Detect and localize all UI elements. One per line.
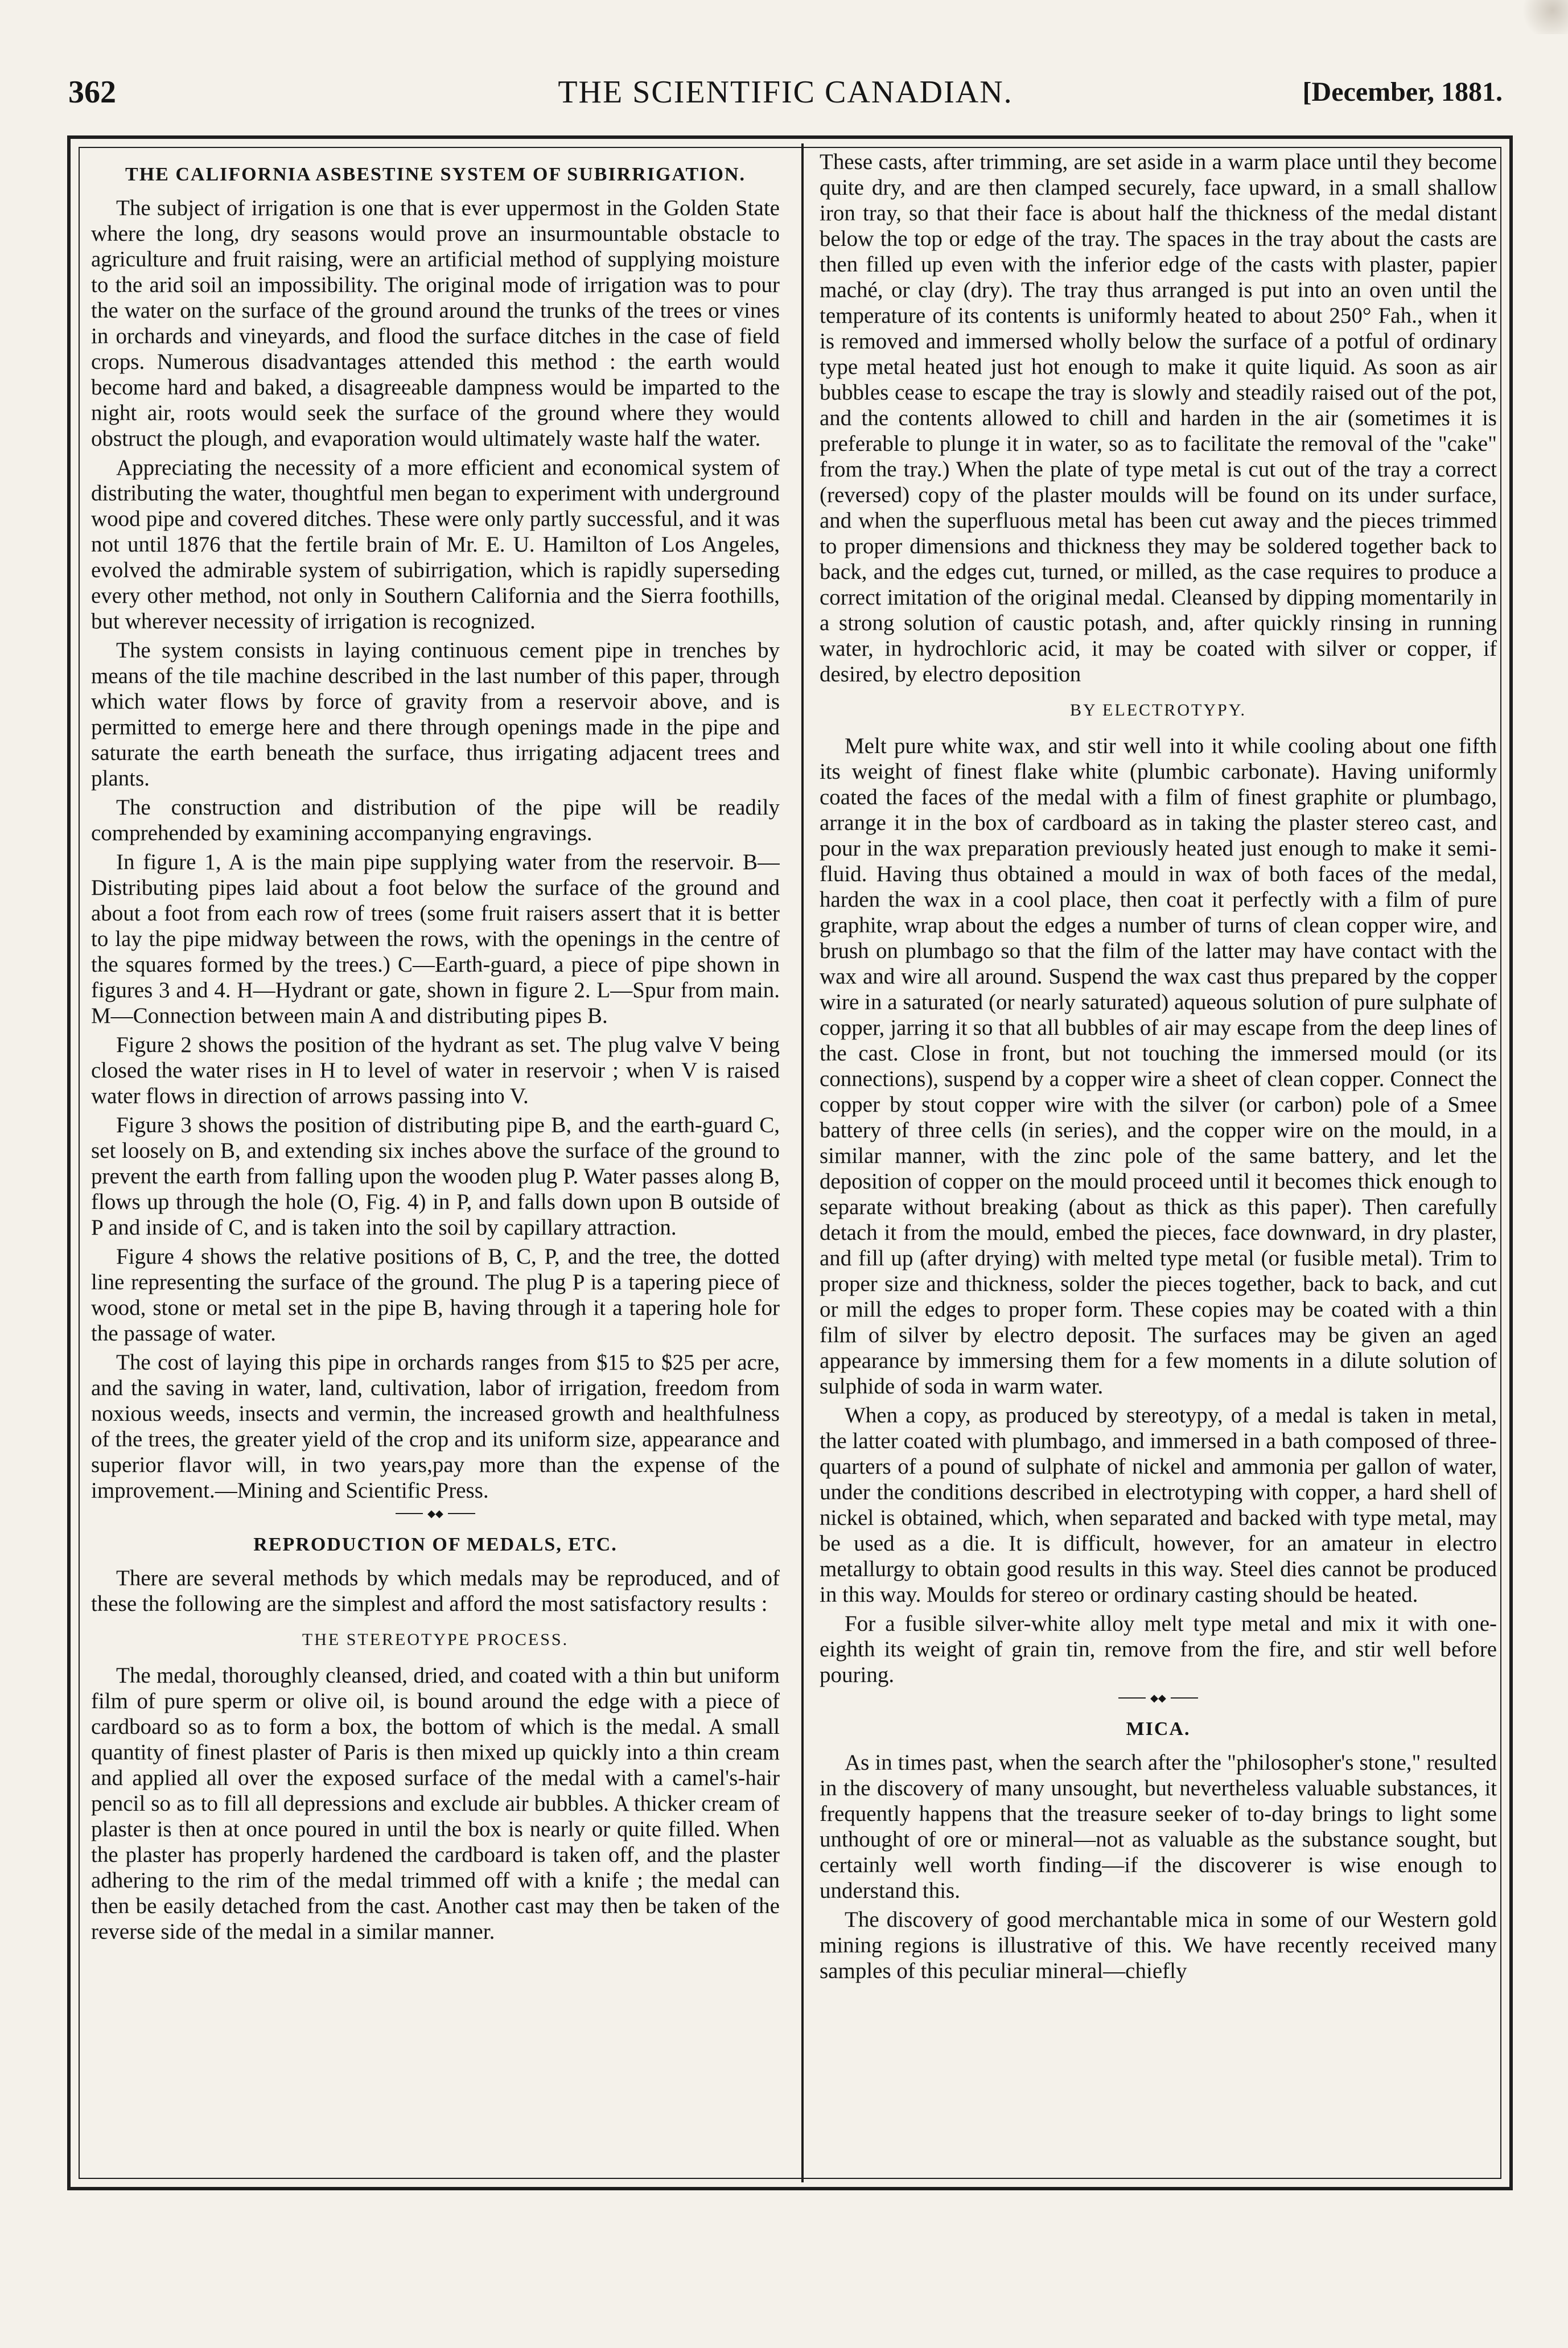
article-title-subirrigation: THE CALIFORNIA ASBESTINE SYSTEM OF SUBIRRIGATION.	[125, 164, 746, 185]
left-column	[91, 149, 780, 2181]
subhead-stereotype: THE STEREOTYPE PROCESS.	[302, 1630, 569, 1649]
paragraph: Appreciating the necessity of a more efficient and economical system of distributing the water, thoughtful men began to experiment with underground wood pipe and covered ditches. These were only partly successful, and it was not until 1876 that the fertile brain of Mr. E. U. Hamilton of Los Angeles, evolved the admirable system of subirrigation, which is rapidly superseding every other method, not only in Southern California and the Sierra foothills, but wherever necessity of irrigation is recognized.	[91, 455, 780, 634]
paragraph: The system consists in laying continuous cement pipe in trenches by means of the tile machine described in the last number of this paper, through which water flows by force of gravity from a reservoir above, and is permitted to emerge here and there through openings made in the pipe and saturate the earth beneath the surface, thus irrigating adjacent trees and plants.	[91, 638, 780, 791]
paragraph: In figure 1, A is the main pipe supplying water from the reservoir. B—Distributing pipes laid about a foot below the surface of the ground and about a foot from each row of trees (some fruit raisers assert that it is better to lay the pipe midway between the rows, with the openings in the centre of the squares formed by the trees.) C—Earth-guard, a piece of pipe shown in figures 3 and 4. H—Hydrant or gate, shown in figure 2. L—Spur from main. M—Connection between main A and distributing pipes B.	[91, 850, 780, 1028]
subhead-electrotypy: BY ELECTROTYPY.	[1069, 701, 1247, 719]
paragraph: These casts, after trimming, are set aside in a warm place until they become quite dry, and are then clamped securely, face upward, in a small shallow iron tray, so that their face is about half the thickness of the medal distant below the top or edge of the tray. The spaces in the tray about the casts are then filled up even with the inferior edge of the casts with plaster, papier maché, or clay (dry). The tray thus arranged is put into an oven until the temperature of its contents is uniformly heated to about 250° Fah., when it is removed and immersed wholly below the surface of a potful of ordinary type metal heated just hot enough to make it quite liquid. As soon as air bubbles cease to escape the tray is slowly and steadily raised out of the pot, and the contents allowed to chill and harden in the air (sometimes it is preferable to plunge it in water, so as to facilitate the removal of the "cake" from the tray.) When the plate of type metal is cut out of the tray a correct (reversed) copy of the plaster moulds will be found on its under surface, and when the superfluous metal has been cut away and the pieces trimmed to proper dimensions and thickness they may be soldered together back to back, and the edges cut, turned, or milled, as the case requires to produce a correct imitation of the original medal. Cleansed by dipping momentarily in a strong solution of caustic potash, and, after quickly rinsing in running water, in hydrochloric acid, it may be coated with silver or copper, if desired, by electro deposition	[820, 150, 1497, 686]
paragraph: Figure 3 shows the position of distributing pipe B, and the earth-guard C, set loosely on B, and extending six inches above the surface of the ground to prevent the earth from falling upon the wooden plug P. Water passes along B, flows up through the hole (O, Fig. 4) in P, and falls down upon B outside of P and inside of C, and is taken into the soil by capillary attraction.	[91, 1113, 780, 1240]
paragraph: For a fusible silver-white alloy melt type metal and mix it with one-eighth its weight of grain tin, remove from the fire, and stir well before pouring.	[820, 1611, 1497, 1687]
paper-stain	[1517, 0, 1568, 34]
paragraph: The discovery of good merchantable mica in some of our Western gold mining regions is illustrative of this. We have recently received many samples of this peculiar mineral—chiefly	[820, 1907, 1497, 1983]
paragraph: Figure 4 shows the relative positions of B, C, P, and the tree, the dotted line representing the surface of the ground. The plug P is a tapering piece of wood, stone or metal set in the pipe B, having through it a tapering hole for the passage of water.	[91, 1244, 780, 1346]
right-column	[820, 149, 1497, 2181]
section-separator: ◆◆	[820, 1692, 1497, 1704]
paragraph: When a copy, as produced by stereotypy, of a medal is taken in metal, the latter coated with plumbago, and immersed in a bath composed of three-quarters of a pound of sulphate of nickel and ammonia per gallon of water, under the conditions described in electrotyping with copper, a hard shell of nickel is obtained, which, when separated and backed with type metal, may be used as a die. It is difficult, however, for an amateur in electro metallurgy to obtain good results in this way. Steel dies cannot be produced in this way. Moulds for stereo or ordinary casting should be heated.	[820, 1403, 1497, 1607]
paragraph: The construction and distribution of the pipe will be readily comprehended by examining accompanying engravings.	[91, 795, 780, 845]
column-divider	[801, 143, 804, 2182]
paragraph: Melt pure white wax, and stir well into it while cooling about one fifth its weight of finest flake white (plumbic carbonate). Having uniformly coated the faces of the medal with a film of finest graphite or plumbago, arrange it in the box of cardboard as in taking the plaster stereo cast, and pour in the wax preparation previously heated just enough to make it semi-fluid. Having thus obtained a mould in wax of both faces of the medal, harden the wax in a cool place, then coat it perfectly with a film of pure graphite, wrap about the edges a number of turns of clean copper wire, and brush on plumbago so that the film of the latter may have contact with the wax and wire all around. Suspend the wax cast thus prepared by the copper wire in a saturated (or nearly saturated) aqueous solution of pure sulphate of copper, jarring it so that all bubbles of air may escape from the deep lines of the cast. Close in front, but not touching the immersed mould (or its connections), suspend by a copper wire a sheet of clean copper. Connect the copper by stout copper wire with the silver (or carbon) pole of a Smee battery of three cells (in series), and the copper wire on the mould, in a similar manner, with the zinc pole of the same battery, and let the deposition of copper on the mould proceed until it becomes thick enough to separate without breaking (about as thick as this paper). Then carefully detach it from the mould, embed the pieces, face downward, in dry plaster, and fill up (after drying) with melted type metal (or fusible metal). Trim to proper size and thickness, solder the pieces together, back to back, and cut or mill the edges to proper form. These copies may be coated with a thin film of silver by electro deposit. The surfaces may be given an aged appearance by immersing them for a few moments in a dilute solution of sulphide of soda in warm water.	[820, 734, 1497, 1399]
paragraph: The medal, thoroughly cleansed, dried, and coated with a thin but uniform film of pure sperm or olive oil, is bound around the edge with a piece of cardboard so as to form a box, the bottom of which is the medal. A small quantity of finest plaster of Paris is then mixed up quickly into a thin cream and applied all over the exposed surface of the medal with a camel's-hair pencil so as to fill all depressions and exclude air bubbles. A thicker cream of plaster is then at once poured in until the box is nearly or quite filled. When the plaster has properly hardened the cardboard is taken off, and the plaster adhering to the rim of the medal trimmed off with a knife ; the medal can then be easily detached from the cast. Another cast may then be taken of the reverse side of the medal in a similar manner.	[91, 1663, 780, 1944]
article-title-mica: MICA.	[1126, 1718, 1191, 1740]
paragraph: There are several methods by which medals may be reproduced, and of these the following are the simplest and afford the most satisfactory results :	[91, 1566, 780, 1616]
paragraph: The cost of laying this pipe in orchards ranges from $15 to $25 per acre, and the saving in water, land, cultivation, labor of irrigation, freedom from noxious weeds, insects and vermin, the increased growth and healthfulness of the trees, the greater yield of the crop and its uniform size, appearance and superior flavor will, in two years,pay more than the expense of the improvement.—Mining and Scientific Press.	[91, 1350, 780, 1503]
paragraph: Figure 2 shows the position of the hydrant as set. The plug valve V being closed the water rises in H to level of water in reservoir ; when V is raised water flows in direction of arrows passing into V.	[91, 1033, 780, 1108]
article-title-medals: REPRODUCTION OF MEDALS, ETC.	[253, 1534, 618, 1555]
issue-date: [December, 1881.	[1302, 77, 1503, 107]
publication-title: THE SCIENTIFIC CANADIAN.	[558, 75, 1013, 110]
page-number: 362	[68, 75, 116, 110]
paragraph: The subject of irrigation is one that is ever uppermost in the Golden State where the long, dry seasons would prove an insurmountable obstacle to agriculture and fruit raising, were an artificial method of supplying moisture to the arid soil an impossibility. The original mode of irrigation was to pour the water on the surface of the ground around the trunks of the trees or vines in orchards and vineyards, and flood the surface ditches in the case of field crops. Numerous disadvantages attended this method : the earth would become hard and baked, a disagreeable dampness would be imparted to the night air, roots would seek the surface of the ground where they would obstruct the plough, and evaporation would ultimately waste half the water.	[91, 196, 780, 451]
paragraph: As in times past, when the search after the "philosopher's stone," resulted in the discovery of many unsought, but nevertheless valuable substances, it frequently happens that the treasure seeker of to-day brings to light some unthought of ore or mineral—not as valuable as the substance sought, but certainly well worth finding—if the discoverer is wise enough to understand this.	[820, 1750, 1497, 1903]
section-separator: ◆◆	[91, 1508, 780, 1519]
page-header	[68, 63, 1503, 131]
